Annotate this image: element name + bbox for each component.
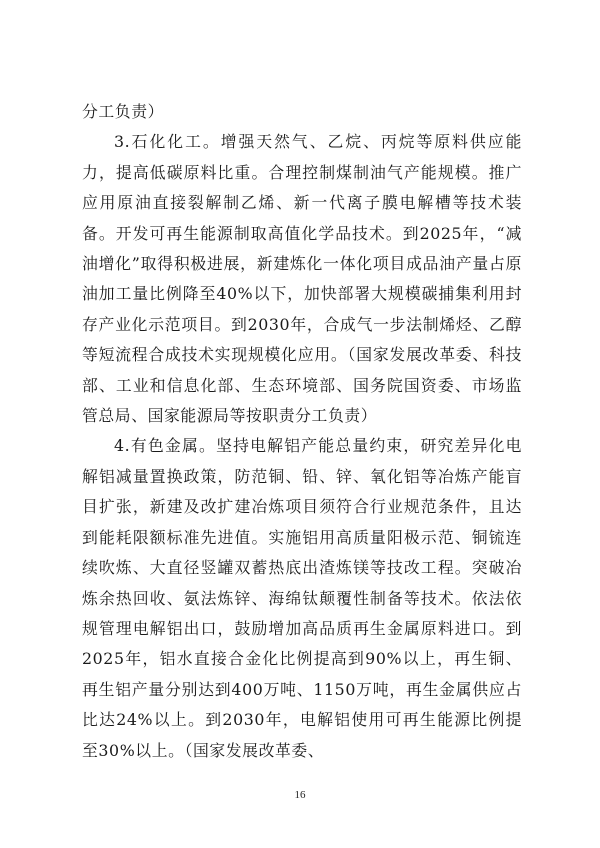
page-number: 16	[294, 789, 306, 801]
paragraph-nonferrous-metals: 4.有色金属。坚持电解铝产能总量约束，研究差异化电解铝减量置换政策，防范铜、铅、锌、氧化铝等冶炼产能盲目扩张，新建及改扩建冶炼项目须符合行业规范条件，且达到能耗限额标准先进值。实施铝用高质量阳极示范、铜锍连续吹炼、大直径竖罐双蓄热底出渣炼镁等技改工程。突破冶炼余热回收、氨法炼锌、海绵钛颠覆性制备等技术。依法依规管理电解铝出口，鼓励增加高品质再生金属原料进口。到2025年，铝水直接合金化比例提高到90%以上，再生铜、再生铝产量分别达到400万吨、1150万吨，再生金属供应占比达24%以上。到2030年，电解铝使用可再生能源比例提至30%以上。（国家发展改革委、	[82, 436, 522, 760]
paragraph-petrochemical: 3.石化化工。增强天然气、乙烷、丙烷等原料供应能力，提高低碳原料比重。合理控制煤制油气产能规模。推广应用原油直接裂解制乙烯、新一代离子膜电解槽等技术装备。开发可再生能源制取高值化学品技术。到2025年，“减油增化”取得积极进展，新建炼化一体化项目成品油产量占原油加工量比例降至40%以下，加快部署大规模碳捕集利用封存产业化示范项目。到2030年，合成气一步法制烯烃、乙醇等短流程合成技术实现规模化应用。（国家发展改革委、科技部、工业和信息化部、生态环境部、国务院国资委、市场监管总局、国家能源局等按职责分工负责）	[82, 132, 522, 426]
paragraph-continuation: 分工负责）	[82, 102, 164, 121]
document-body	[82, 97, 522, 766]
